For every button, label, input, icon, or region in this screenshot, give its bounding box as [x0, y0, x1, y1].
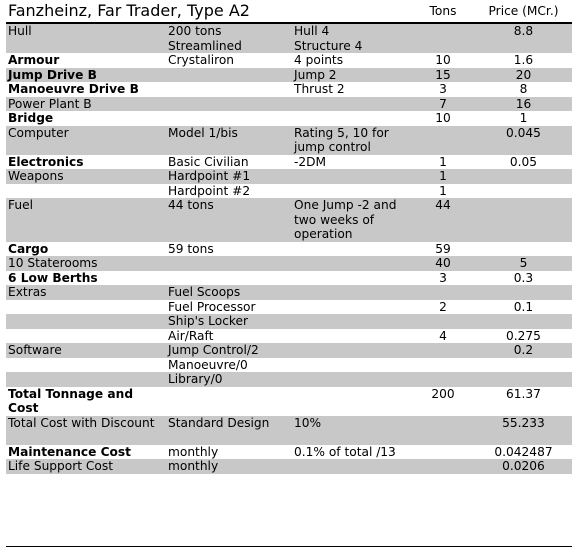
row-label: Extras [6, 285, 166, 300]
row-price: 1.6 [513, 53, 534, 67]
row-detail [292, 329, 411, 344]
row-price: 0.0206 [475, 459, 572, 474]
row-price [475, 198, 572, 242]
row-tons [411, 416, 475, 445]
spec-table-body [6, 24, 572, 474]
row-description [166, 68, 292, 83]
row-detail [292, 372, 411, 387]
row-detail [292, 271, 411, 286]
row-label: Power Plant B [6, 97, 166, 112]
row-description: 200 tons Streamlined [166, 24, 292, 53]
row-price [475, 184, 572, 199]
row-label [6, 314, 166, 329]
row-price: 0.05 [509, 154, 538, 169]
spec-row [6, 53, 572, 68]
row-label: 10 Staterooms [6, 256, 166, 271]
row-detail [292, 343, 411, 358]
row-description: 44 tons [166, 198, 292, 242]
row-tons [411, 285, 475, 300]
row-tons: 15 [411, 68, 475, 83]
row-description: Manoeuvre/0 [168, 357, 248, 372]
row-description [166, 387, 292, 416]
row-detail [292, 358, 411, 373]
row-detail [292, 300, 411, 315]
row-price: 0.045 [475, 126, 572, 155]
spec-row [6, 184, 572, 199]
row-description: Model 1/bis [166, 126, 292, 155]
row-label: Armour [8, 53, 60, 67]
spec-header [6, 0, 572, 22]
row-price [475, 372, 572, 387]
row-description: monthly [166, 459, 292, 474]
spec-row [6, 387, 572, 416]
row-tons [411, 126, 475, 155]
spec-row [6, 169, 572, 184]
row-tons: 4 [439, 328, 447, 343]
row-price: 20 [475, 68, 572, 83]
row-price: 8 [519, 82, 528, 96]
row-description: Fuel Scoops [166, 285, 292, 300]
row-description: Library/0 [166, 372, 292, 387]
row-tons [411, 24, 475, 53]
row-detail [292, 285, 411, 300]
bottom-rule [6, 546, 572, 547]
row-detail [292, 387, 411, 416]
row-tons: 10 [435, 53, 451, 67]
spec-row [6, 372, 572, 387]
spec-row [6, 256, 572, 271]
row-tons: 10 [435, 111, 451, 125]
spec-row [6, 358, 572, 373]
row-description: Hardpoint #1 [166, 169, 292, 184]
spec-row [6, 111, 572, 126]
row-label [6, 329, 166, 344]
row-tons: 7 [411, 97, 475, 112]
row-price: 0.1 [513, 299, 534, 314]
row-label [6, 358, 166, 373]
row-label: Weapons [6, 169, 166, 184]
row-detail: 10% [292, 416, 411, 445]
row-tons: 1 [439, 154, 447, 169]
row-detail [292, 97, 411, 112]
ship-spec-table [6, 24, 572, 474]
row-description: Crystaliron [168, 53, 235, 67]
row-label: Bridge [8, 111, 54, 125]
ship-title: Fanzheinz, Far Trader, Type A2 [8, 1, 250, 20]
row-price [475, 285, 572, 300]
row-detail [292, 242, 411, 257]
row-description: Ship's Locker [166, 314, 292, 329]
row-tons [411, 358, 475, 373]
spec-row [6, 285, 572, 300]
row-label: Jump Drive B [6, 68, 166, 83]
row-price: 8.8 [475, 24, 572, 53]
spec-row [6, 155, 572, 170]
row-price: 61.37 [506, 386, 541, 401]
spec-row [6, 343, 572, 358]
row-description [166, 271, 292, 286]
row-price: 16 [475, 97, 572, 112]
row-label: Hull [6, 24, 166, 53]
row-detail [292, 314, 411, 329]
row-price [475, 169, 572, 184]
row-description [166, 111, 292, 126]
row-detail: Rating 5, 10 for jump control [292, 126, 411, 155]
price-header: Price (MCr.) [488, 4, 559, 18]
row-price: 0.3 [513, 270, 534, 285]
spec-row [6, 97, 572, 112]
spec-row [6, 68, 572, 83]
row-tons [411, 459, 475, 474]
row-detail: Hull 4 Structure 4 [292, 24, 411, 53]
row-label: Electronics [8, 154, 84, 169]
tons-header: Tons [429, 4, 457, 18]
row-price: 0.042487 [494, 444, 553, 459]
row-tons: 3 [439, 270, 447, 285]
spec-row [6, 126, 572, 155]
row-tons: 44 [411, 198, 475, 242]
row-label: Maintenance Cost [8, 444, 132, 459]
spec-row [6, 300, 572, 315]
spec-row [6, 314, 572, 329]
spec-row [6, 242, 572, 257]
row-description: Jump Control/2 [166, 343, 292, 358]
row-label: Total Tonnage and Cost [8, 386, 134, 415]
ship-spec-sheet [6, 0, 572, 474]
row-tons: 1 [411, 169, 475, 184]
row-label: Life Support Cost [6, 459, 166, 474]
spec-row [6, 329, 572, 344]
row-price [475, 242, 572, 257]
row-label: Manoeuvre Drive B [8, 82, 139, 96]
row-description: Hardpoint #2 [168, 183, 251, 198]
row-tons: 3 [439, 82, 447, 96]
row-tons: 2 [439, 299, 447, 314]
spec-row [6, 24, 572, 53]
row-detail [292, 256, 411, 271]
row-label [6, 184, 166, 199]
row-detail: 4 points [294, 53, 344, 67]
row-detail [292, 184, 411, 199]
row-price [475, 314, 572, 329]
row-price: 0.275 [506, 328, 541, 343]
row-description [166, 97, 292, 112]
row-label: Total Cost with Discount [6, 416, 166, 445]
row-description: 59 tons [168, 241, 214, 256]
row-description [166, 256, 292, 271]
row-tons [411, 314, 475, 329]
row-price: 5 [475, 256, 572, 271]
spec-row [6, 271, 572, 286]
row-label: Computer [6, 126, 166, 155]
row-description: Fuel Processor [168, 299, 256, 314]
row-detail [292, 111, 411, 126]
spec-row [6, 198, 572, 242]
row-description: monthly [168, 444, 219, 459]
row-tons: 200 [431, 386, 455, 401]
row-label [6, 300, 166, 315]
spec-row [6, 445, 572, 460]
row-tons [411, 445, 475, 460]
row-detail [292, 459, 411, 474]
row-tons: 59 [435, 241, 451, 256]
spec-row [6, 416, 572, 445]
row-label: Software [6, 343, 166, 358]
row-description [166, 82, 292, 97]
row-label [6, 372, 166, 387]
row-detail: 0.1% of total /13 [294, 444, 396, 459]
row-detail: -2DM [294, 154, 327, 169]
row-detail: One Jump -2 and two weeks of operation [292, 198, 411, 242]
row-tons: 40 [411, 256, 475, 271]
row-detail: Thrust 2 [294, 82, 345, 96]
spec-row [6, 459, 572, 474]
spec-row [6, 82, 572, 97]
row-tons [411, 343, 475, 358]
row-detail: Jump 2 [292, 68, 411, 83]
row-description: Basic Civilian [168, 154, 249, 169]
row-price: 55.233 [475, 416, 572, 445]
row-tons [411, 372, 475, 387]
row-description: Air/Raft [168, 328, 214, 343]
row-detail [292, 169, 411, 184]
row-price [475, 358, 572, 373]
row-label: 6 Low Berths [8, 270, 98, 285]
row-tons: 1 [439, 183, 447, 198]
row-label: Cargo [8, 241, 49, 256]
row-price: 0.2 [475, 343, 572, 358]
row-description: Standard Design [166, 416, 292, 445]
row-price: 1 [519, 111, 528, 125]
row-label: Fuel [6, 198, 166, 242]
